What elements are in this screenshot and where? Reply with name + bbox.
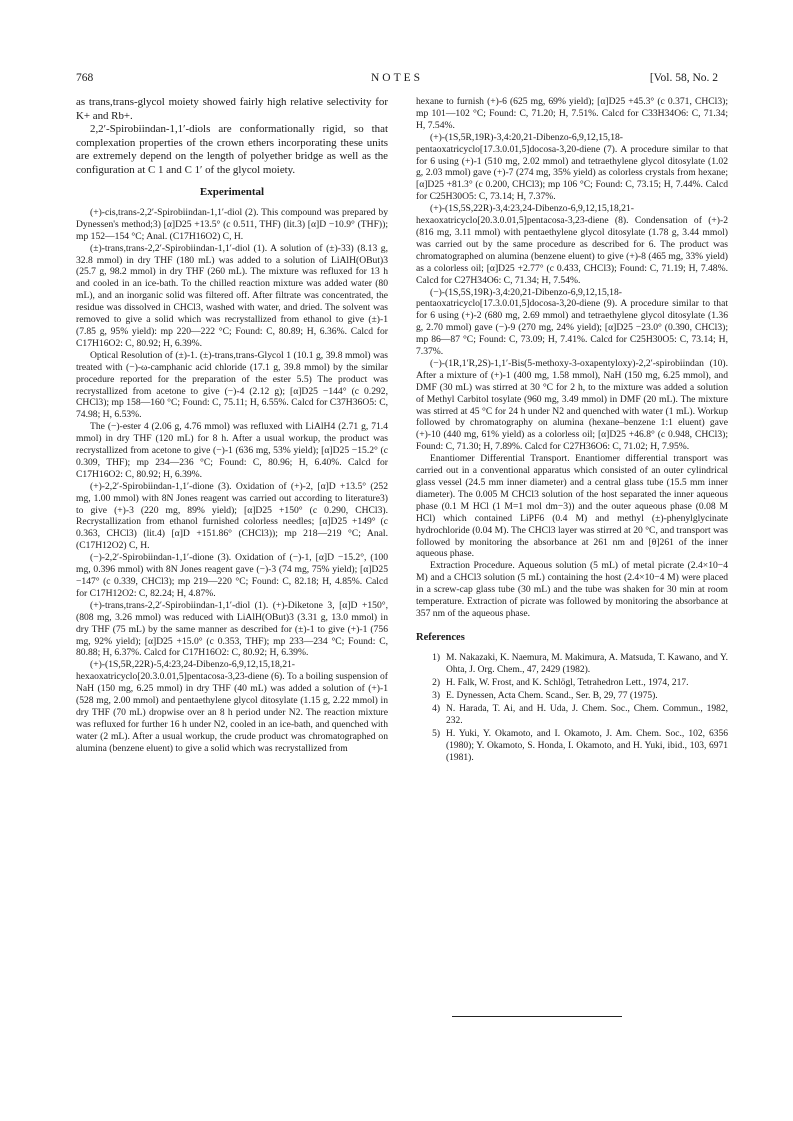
experimental-paragraph: (−)-2,2′-Spirobiindan-1,1′-dione (3). Oxidation of (−)-1, [α]D −15.2°, (100 mg, 0.396 mmol) with 8N Jones reagent gave (−)-3 (74 mg, 75% yield); [α]D25 −147° (c 0.339, CHCl3); mp 219—220 °C; Found: C, 82.18; H, 4.85%. Calcd for C17H12O2: C, 82.24; H, 4.87%. [76,552,388,599]
intro-text [76,96,388,177]
experimental-heading: Experimental [199,186,265,198]
reference-text: E. Dynessen, Acta Chem. Scand., Ser. B, 29, 77 (1975). [446,690,658,701]
extraction-paragraph: Extraction Procedure. Aqueous solution (5 mL) of metal picrate (2.4×10−4 M) and a CHCl3 solution (5 mL) containing the host (2.4×10−4 M) were placed in a screw-cap glass tube (30 mL) and the tube was shaken for 30 min at room temperature. Extraction of picrate was followed by monitoring the absorbance at 357 nm of the aqueous phase. [416,560,728,619]
reference-item [416,652,728,676]
transport-paragraph: Enantiomer Differential Transport. Enantiomer differential transport was carried out in a conventional apparatus which consisted of an outer cylindrical glass vessel (24.5 mm inner diameter) and a central glass tube (15.5 mm inner diameter). The 0.005 M CHCl3 solution of the host separated the inner aqueous phase (0.1 M HCl (1 M=1 mol dm−3)) and the outer aqueous phase (0.08 M HCl) which contained LiPF6 (0.4 M) and methyl (±)-phenylglycinate hydrochloride (0.04 M). The CHCl3 layer was stirred at 20 °C, and transport was followed by monitoring the absorbance at 261 nm and [θ]261 of the inner aqueous phase. [416,453,728,560]
references-heading: References [416,631,465,643]
experimental-paragraph: (+)-(1S,5S,22R)-3,4:23,24-Dibenzo-6,9,12,15,18,21-hexaoxatricyclo[20.3.0.01,5]pentacosa-3,23-diene (8). Condensation of (+)-2 (816 mg, 3.11 mmol) with pentaethylene glycol ditosylate (1.78 g, 3.44 mmol) was carried out by the same procedure as described for 6. The product was chromatographed on alumina (benzene eluent) to give (+)-8 (465 mg, 33% yield) as a colorless oil; [α]D25 +2.77° (c 0.433, CHCl3); Found: C, 71.19; H, 7.48%. Calcd for C27H34O6: C, 71.34; H, 7.54%. [416,203,728,286]
experimental-paragraph: (−)-(1R,1′R,2S)-1,1′-Bis(5-methoxy-3-oxapentyloxy)-2,2′-spirobiindan (10). After a mixture of (+)-1 (400 mg, 1.58 mmol), NaH (150 mg, 6.25 mmol), and DMF (30 mL) was stirred at 30 °C for 2 h, to the mixture was added a solution of Methyl Carbitol tosylate (960 mg, 3.49 mmol) in DMF (20 mL). The mixture was stirred at 45 °C for 24 h under N2 and quenched with water (1 mL). Workup followed by chromatography on alumina (hexane–benzene 1:1 eluent) gave (+)-10 (440 mg, 61% yield) as a colorless oil; [α]D25 +46.8° (c 0.948, CHCl3); Found: C, 71.30; H, 7.89%. Calcd for C27H36O6: C, 71.02; H, 7.95%. [416,357,728,453]
intro-paragraph: 2,2′-Spirobiindan-1,1′-diols are conformationally rigid, so that complexation properties of the crown ethers incorporating these units are extremely depend on the length of polyether bridge as well as the configuration at C 1 and C 1′ of the glycol moiety. [76,123,388,176]
reference-item [416,703,728,727]
reference-item [416,677,728,689]
reference-number: 4) [432,703,440,714]
volume-label: [Vol. 58, No. 2 [649,72,718,84]
right-column [416,96,728,765]
experimental-paragraph: (+)-cis,trans-2,2′-Spirobiindan-1,1′-diol (2). This compound was prepared by Dynessen's method;3) [α]D25 +13.5° (c 0.511, THF) (lit.3) [α]D −10.9° (THF)); mp 152—154 °C; Anal. (C17H16O2) C, H. [76,206,388,242]
reference-item [416,728,728,764]
reference-number: 5) [432,728,440,739]
end-rule [452,1016,622,1017]
experimental-paragraph: hexane to furnish (+)-6 (625 mg, 69% yield); [α]D25 +45.3° (c 0.371, CHCl3); mp 101—102 °C; Found: C, 71.20; H, 7.51%. Calcd for C33H34O6: C, 71.34; H, 7.54%. [416,96,728,131]
left-column [76,96,388,755]
reference-text: H. Falk, W. Frost, and K. Schlögl, Tetrahedron Lett., 1974, 217. [446,677,689,688]
reference-text: M. Nakazaki, K. Naemura, M. Makimura, A. Matsuda, T. Kawano, and Y. Ohta, J. Org. Chem., 47, 2429 (1982). [446,652,728,675]
reference-text: H. Yuki, Y. Okamoto, and I. Okamoto, J. Am. Chem. Soc., 102, 6356 (1980); Y. Okamoto, S. Honda, I. Okamoto, and H. Yuki, ibid., 103, 6971 (1981). [446,728,728,763]
experimental-paragraph: Optical Resolution of (±)-1. (±)-trans,trans-Glycol 1 (10.1 g, 39.8 mmol) was treated with (−)-ω-camphanic acid chloride (17.1 g, 39.8 mmol) by the similar procedure reported for the preparation of the ester 5.5) The product was recrystallized from acetone to give (−)-4 (2.12 g); [α]D25 −144° (c 0.292, CHCl3); mp 158—160 °C; Found: C, 75.11; H, 6.55%. Calcd for C37H36O5: C, 74.98; H, 6.53%. [76,349,388,421]
experimental-paragraph: (+)-2,2′-Spirobiindan-1,1′-dione (3). Oxidation of (+)-2, [α]D +13.5° (252 mg, 1.00 mmol) with 8N Jones reagent was carried out according to literature3) to give (+)-3 (220 mg, 89% yield); [α]D25 +150° (c 0.290, CHCl3). Recrystallization from ethanol furnished colorless needles; [α]D25 +149° (c 0.363, CHCl3) (lit.4) [α]D +151.86° (CHCl3)); mp 218—219 °C; Anal. (C17H12O2) C, H. [76,480,388,552]
experimental-paragraph: (+)-trans,trans-2,2′-Spirobiindan-1,1′-diol (1). (+)-Diketone 3, [α]D +150°, (808 mg, 3.26 mmol) was reduced with LiAlH(OBut)3 (3.31 g, 13.0 mmol) in dry THF (75 mL) by the same manner as described for (±)-1 to give (+)-1 (756 mg, 92% yield); [α]D25 +15.0° (c 0.353, THF); mp 233—234 °C; Found: C, 80.88; H, 6.37%. Calcd for C17H16O2: C, 80.92; H, 6.39%. [76,599,388,659]
experimental-paragraph: (−)-(1S,5S,19R)-3,4:20,21-Dibenzo-6,9,12,15,18-pentaoxatricyclo[17.3.0.01,5]docosa-3,20-diene (9). A procedure similar to that for 6 using (+)-2 (680 mg, 2.69 mmol) and tetraethylene glycol ditosylate (1.36 g, 2.70 mmol) gave (−)-9 (270 mg, 24% yield); [α]D25 −23.0° (0.390, CHCl3); mp 86—87 °C; Found: C, 73.09; H, 7.41%. Calcd for C25H30O5: C, 73.14; H, 7.37%. [416,286,728,358]
experimental-paragraph: (+)-(1S,5R,22R)-5,4:23,24-Dibenzo-6,9,12,15,18,21-hexaoxatricyclo[20.3.0.01,5]pentacosa-3,23-diene (6). To a boiling suspension of NaH (150 mg, 6.25 mmol) in dry THF (40 mL) was added a solution of (+)-1 (528 mg, 2.00 mmol) and pentaethylene glycol ditosylate (1.15 g, 2.22 mmol) in dry THF (70 mL) dropwise over an 8 h period under N2. The reaction mixture was refluxed for further 16 h under N2, cooled in an ice-bath, and quenched with water (2 mL). After a usual workup, the crude product was chromatographed on alumina (benzene eluent) to give a solid which was recrystallized from [76,659,388,754]
reference-number: 1) [432,652,440,663]
reference-number: 3) [432,690,440,701]
experimental-paragraph: The (−)-ester 4 (2.06 g, 4.76 mmol) was refluxed with LiAlH4 (2.71 g, 71.4 mmol) in dry THF (120 mL) for 8 h. After a usual workup, the product was recrystallized from acetone to give (−)-1 (636 mg, 53% yield); [α]D25 −15.2° (c 0.309, THF); mp 234—236 °C; Found: C, 80.96; H, 6.40%. Calcd for C17H16O2: C, 80.92; H, 6.39%. [76,421,388,480]
intro-paragraph: as trans,trans-glycol moiety showed fairly high relative selectivity for K+ and Rb+. [76,96,388,122]
references-list [416,652,728,764]
experimental-paragraph: (+)-(1S,5R,19R)-3,4:20,21-Dibenzo-6,9,12,15,18-pentaoxatricyclo[17.3.0.01,5]docosa-3,20-diene (7). A procedure similar to that for 6 using (+)-1 (510 mg, 2.02 mmol) and tetraethylene glycol ditosylate (1.02 g, 2.03 mmol) gave (+)-7 (274 mg, 35% yield) as colorless crystals from hexane; [α]D25 +81.3° (c 0.200, CHCl3); mp 106 °C; Found: C, 73.15; H, 7.44%. Calcd for C25H30O5: C, 73.14; H, 7.37%. [416,131,728,203]
page-header [76,72,718,88]
section-heading: NOTES [370,72,424,84]
reference-text: N. Harada, T. Ai, and H. Uda, J. Chem. Soc., Chem. Commun., 1982, 232. [446,703,728,726]
page-number: 768 [76,72,94,84]
reference-number: 2) [432,677,440,688]
reference-item [416,690,728,702]
experimental-paragraph: (±)-trans,trans-2,2′-Spirobiindan-1,1′-diol (1). A solution of (±)-33) (8.13 g, 32.8 mmol) in dry THF (180 mL) was added to a solution of LiAlH(OBut)3 (25.7 g, 98.2 mmol) in dry THF (260 mL). The mixture was refluxed for 13 h and cooled in an ice-bath. To the chilled reaction mixture was added water (80 mL), and an inorganic solid was filtered off. After filtrate was concentrated, the residue was dissolved in CHCl3, washed with water, and dried. The solvent was removed to give a solid which was recrystallized from ethanol to give (±)-1 (7.85 g, 95% yield): mp 220—222 °C; Found: C, 80.89; H, 6.36%. Calcd for C17H16O2: C, 80.92; H, 6.39%. [76,242,388,349]
